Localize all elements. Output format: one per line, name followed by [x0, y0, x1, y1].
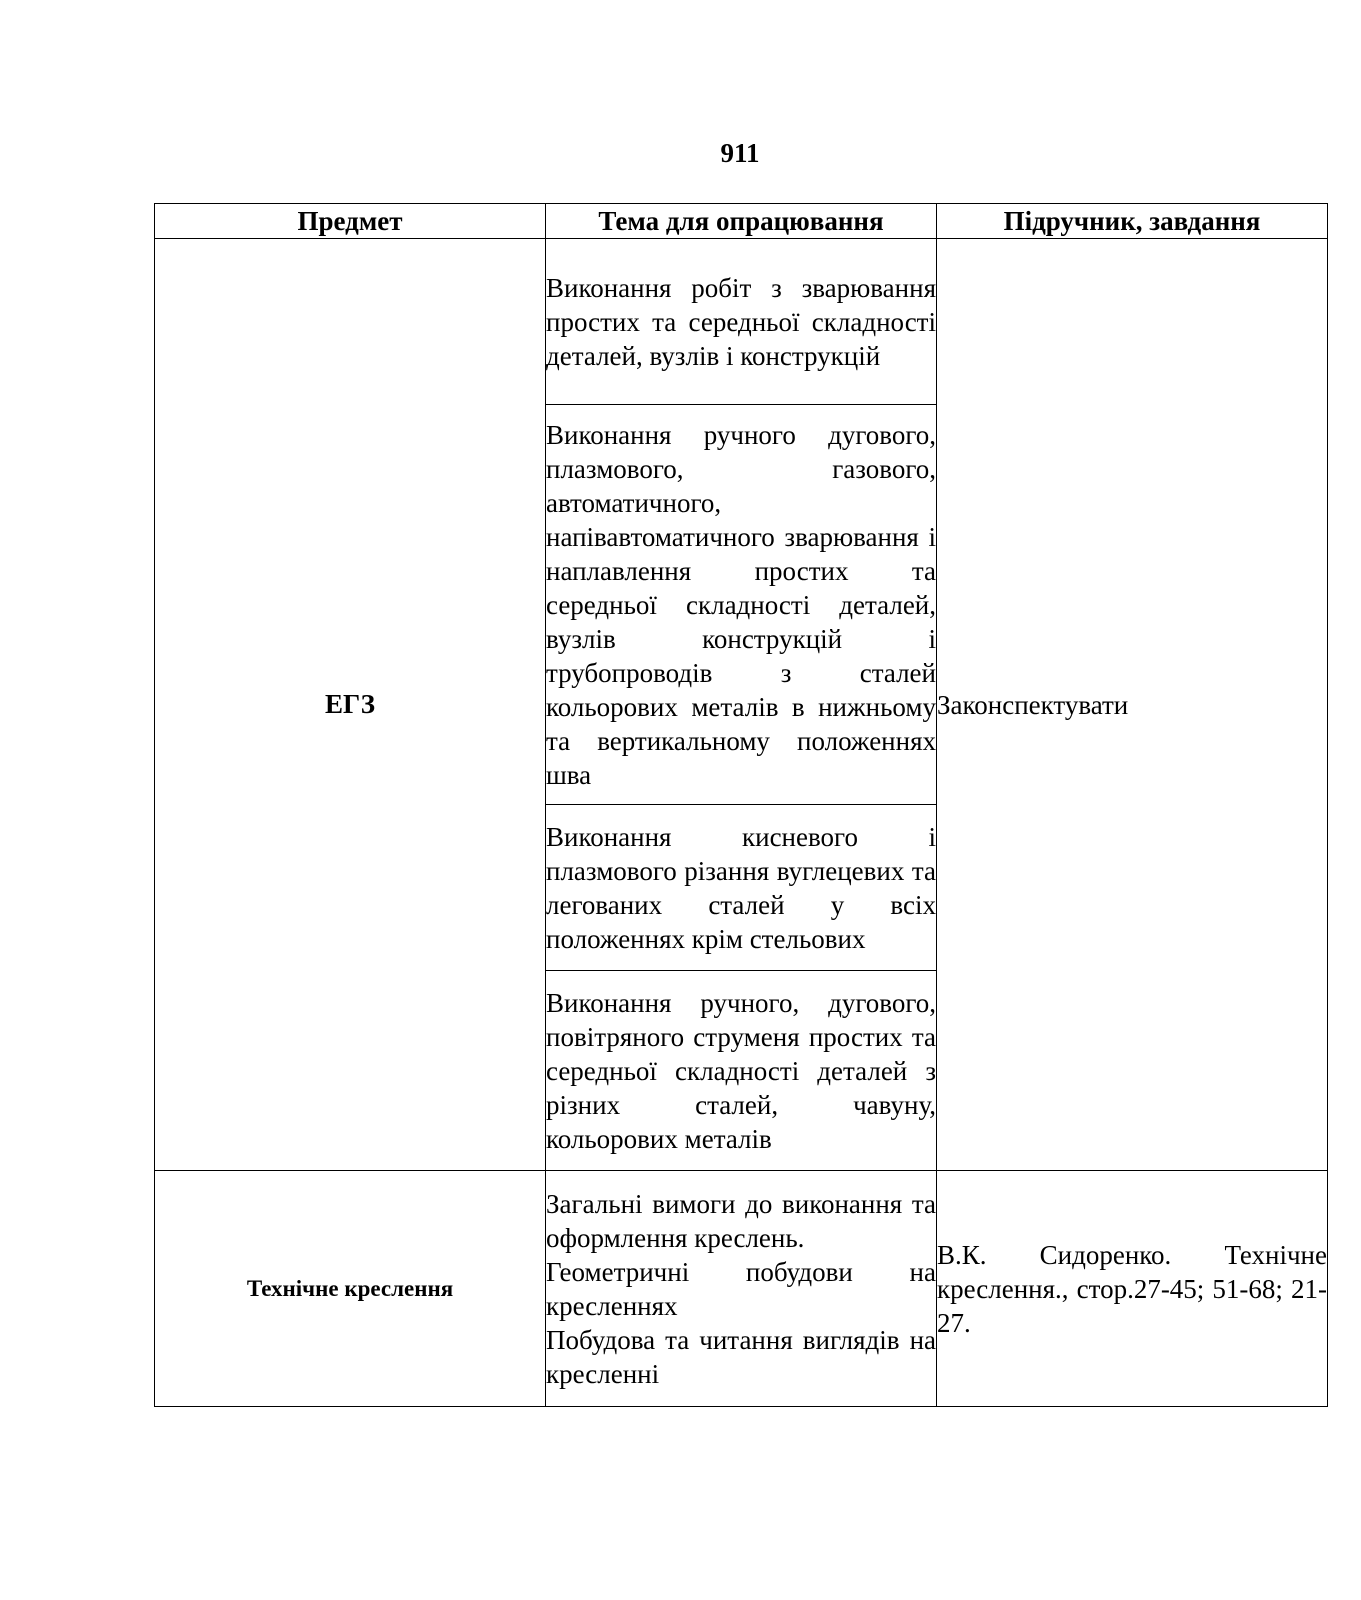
header-subject: Предмет	[155, 204, 546, 239]
schedule-table	[154, 203, 1328, 1407]
task-cell: Законспектувати	[937, 239, 1328, 1171]
topic-cell	[546, 1171, 937, 1407]
table-row	[155, 1171, 1328, 1407]
table-header-row	[155, 204, 1328, 239]
topic-cell: Виконання робіт з зварювання простих та середньої складності деталей, вузлів і конструкцій	[546, 239, 937, 405]
topic-cell: Виконання ручного дугового, плазмового, газового, автоматичного, напівавтоматичного зварювання і наплавлення простих та середньої складності деталей, вузлів конструкцій і трубопроводів з сталей кольорових металів в нижньому та вертикальному положеннях шва	[546, 405, 937, 805]
subject-cell: ЕГЗ	[155, 239, 546, 1171]
topic-cell: Виконання ручного, дугового, повітряного струменя простих та середньої складності деталей з різних сталей, чавуну, кольорових металів	[546, 971, 937, 1171]
header-textbook-task: Підручник, завдання	[937, 204, 1328, 239]
table-row	[155, 239, 1328, 405]
topic-cell: Виконання кисневого і плазмового різання вуглецевих та легованих сталей у всіх положеннях крім стельових	[546, 805, 937, 971]
header-topic: Тема для опрацювання	[546, 204, 937, 239]
topic-line: Геометричні побудови на кресленнях	[546, 1256, 936, 1321]
task-cell: В.К. Сидоренко. Технічне креслення., стор.27-45; 51-68; 21-27.	[937, 1171, 1328, 1407]
page-title: 911	[720, 138, 760, 168]
subject-cell: Технічне креслення	[155, 1171, 546, 1407]
topic-line: Загальні вимоги до виконання та оформлення креслень.	[546, 1188, 936, 1253]
topic-line: Побудова та читання виглядів на кресленні	[546, 1324, 936, 1389]
